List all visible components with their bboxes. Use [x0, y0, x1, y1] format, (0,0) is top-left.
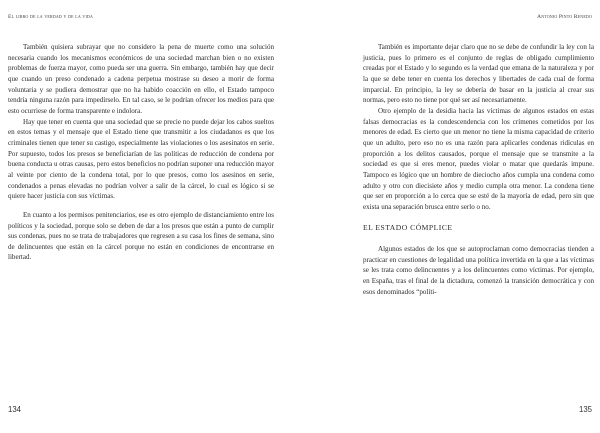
page-number: 134 [8, 405, 22, 414]
right-page-body [363, 42, 594, 297]
running-head-book-title: El libro de la verdad y de la vida [8, 14, 94, 20]
right-page [300, 0, 600, 433]
paragraph: Otro ejemplo de la desidia hacia las víctimas de algunos estados en estas falsas democracias es la condescendencia con los crímenes cometidos por los menores de edad. Es cierto que un menor no tiene la misma capacidad de criterio que un adulto, pero eso no es una razón para aplicarles condenas ridículas en proporción a los delitos causados, porque el mensaje que se transmite a la sociedad es que si eres menor, puedes violar o matar que quedarás impune. Tampoco es lógico que un hombre de dieciocho años cumpla una condena como adulto y otro con diecisiete años y medio cumpla otra menor. La condena tiene que ser en proporción a lo cerca que se esté de la mayoría de edad, pero sin que exista una separación brusca entre serlo o no. [363, 106, 594, 211]
paragraph: También es importante dejar claro que no se debe de confundir la ley con la justicia, pues lo primero es el conjunto de reglas de obligado cumplimiento creadas por el Estado y lo segundo es la verdad que emana de la naturaleza y por la que se debe tener en cuenta los derechos y libertades de cada cual de forma imparcial. En principio, la ley se debería de basar en la justicia al crear sus normas, pero esto no tiene por qué ser así necesariamente. [363, 43, 594, 105]
paragraph: También quisiera subrayar que no considero la pena de muerte como una solución necesaria cuando los mecanismos económicos de una sociedad marchan bien o no existen problemas de fuerza mayor, como pueda ser una guerra. Sin embargo, también hay que decir que cuando un preso condenado a cadena perpetua mostrase su deseo a morir de forma voluntaria y se pudiera demostrar que no ha habido coacción en ello, el Estado tampoco tendría ninguna razón para impedírselo. En tal caso, se le podrían ofrecer los medios para que esto ocurriese de forma transparente e indolora. [8, 43, 274, 115]
page-number: 135 [578, 405, 592, 414]
section-heading: EL ESTADO CÓMPLICE [363, 222, 453, 232]
left-page-body [8, 42, 274, 263]
running-head-author: Antonio Pinto Renedo [537, 14, 592, 20]
paragraph: Algunos estados de los que se autoproclaman como democracias tienden a practicar en cuestiones de legalidad una política invertida en la que a las víctimas se les trata como delincuentes y a los delincuentes como víctimas. Por ejemplo, en España, tras el final de la dictadura, comenzó la transición democrática y con esos denominados “políti- [363, 245, 594, 296]
paragraph: Hay que tener en cuenta que una sociedad que se precie no puede dejar los cabos sueltos en estos temas y el mensaje que el Estado tiene que transmitir a los ciudadanos es que los criminales tienen que tener su castigo, especialmente las violaciones o los asesinatos en serie. Por supuesto, todos los presos se beneficiarían de las políticas de reducción de condena por buena conducta u otras causas, pero estos beneficios no podrían suponer una reducción mayor al veinte por ciento de la condena total, por lo que presos, como los asesinos en serie, condenados a penas elevadas no podrían volver a salir de la cárcel, lo cual es lógico si se quiere hacer justicia con sus víctimas. [8, 117, 274, 201]
paragraph: En cuanto a los permisos penitenciarios, ese es otro ejemplo de distanciamiento entre los políticos y la sociedad, porque solo se deben de dar a los presos que están a punto de cumplir sus condenas, pues no se trata de trabajadores que regresen a su casa los fines de semana, sino de delincuentes que están en la cárcel porque no están en condiciones de encontrarse en libertad. [8, 210, 274, 262]
